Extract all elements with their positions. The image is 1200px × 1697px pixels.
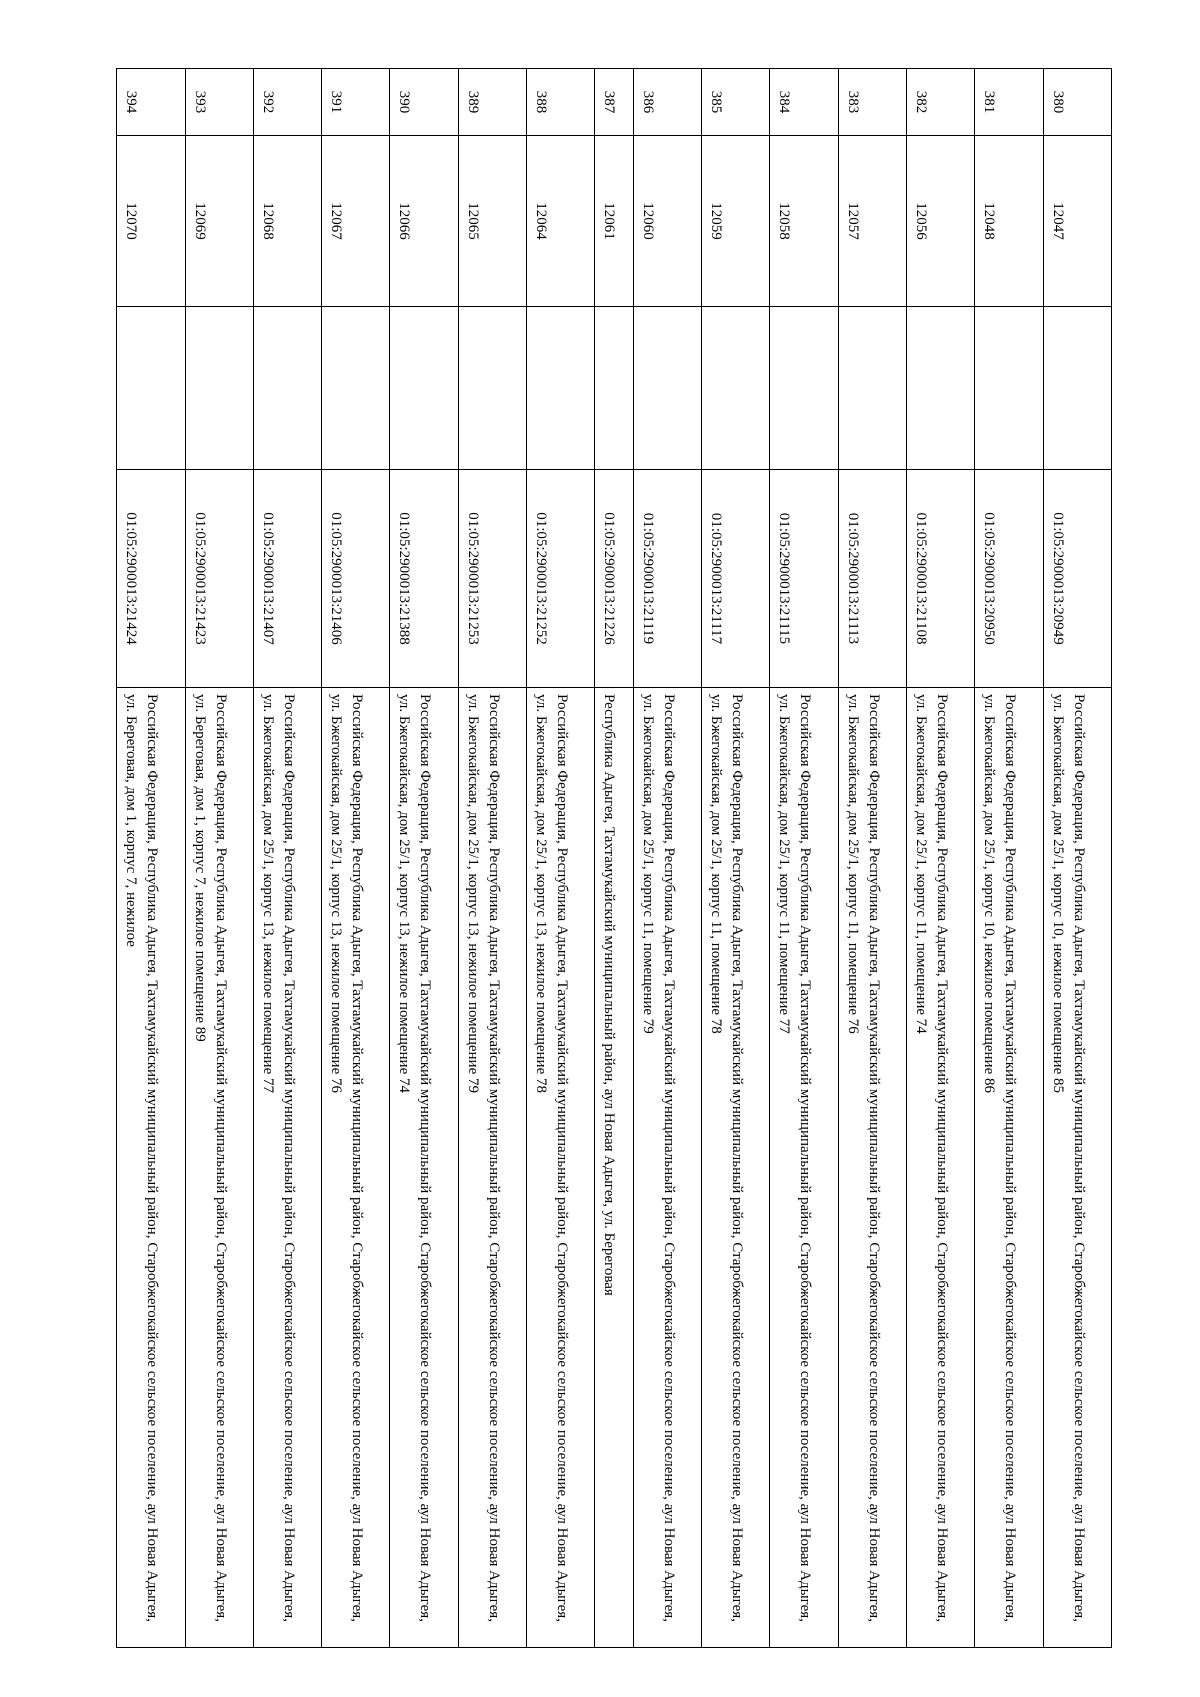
address-cell: Республика Адыгея, Тахтамукайский муниципальный район, аул Новая Адыгея, ул. Береговая bbox=[595, 688, 633, 1648]
cadastral-number-cell: 01:05:2900013:21115 bbox=[770, 470, 838, 688]
row-number-cell: 380 bbox=[1043, 69, 1111, 136]
rotated-table-wrapper bbox=[116, 68, 1112, 1648]
address-cell: Российская Федерация, Республика Адыгея, Тахтамукайский муниципальный район, Старобжегокайское сельское поселение, аул Новая Адыгея, ул. Береговая, дом 1, корпус 7, нежилое bbox=[117, 688, 186, 1648]
object-code-cell: 12058 bbox=[770, 136, 838, 307]
table-row bbox=[322, 69, 390, 1648]
row-number-cell: 386 bbox=[633, 69, 701, 136]
cadastral-number-cell: 01:05:2900013:21108 bbox=[907, 470, 975, 688]
property-table bbox=[116, 68, 1112, 1648]
row-number-cell: 388 bbox=[527, 69, 595, 136]
object-code-cell: 12047 bbox=[1043, 136, 1111, 307]
address-cell: Российская Федерация, Республика Адыгея, Тахтамукайский муниципальный район, Старобжегокайское сельское поселение, аул Новая Адыгея, ул. Бжегокайская, дом 25/1, корпус 11, помещение 74 bbox=[907, 688, 975, 1648]
empty-cell bbox=[975, 307, 1043, 470]
object-code-cell: 12069 bbox=[185, 136, 253, 307]
empty-cell bbox=[117, 307, 186, 470]
object-code-cell: 12064 bbox=[527, 136, 595, 307]
row-number-cell: 390 bbox=[390, 69, 458, 136]
table-row bbox=[253, 69, 321, 1648]
table-row bbox=[702, 69, 770, 1648]
address-cell: Российская Федерация, Республика Адыгея, Тахтамукайский муниципальный район, Старобжегокайское сельское поселение, аул Новая Адыгея, ул. Береговая, дом 1, корпус 7, нежилое помещение 89 bbox=[185, 688, 253, 1648]
address-cell: Российская Федерация, Республика Адыгея, Тахтамукайский муниципальный район, Старобжегокайское сельское поселение, аул Новая Адыгея, ул. Бжегокайская, дом 25/1, корпус 13, нежилое помещение 74 bbox=[390, 688, 458, 1648]
address-cell: Российская Федерация, Республика Адыгея, Тахтамукайский муниципальный район, Старобжегокайское сельское поселение, аул Новая Адыгея, ул. Бжегокайская, дом 25/1, корпус 13, нежилое помещение 78 bbox=[527, 688, 595, 1648]
empty-cell bbox=[1043, 307, 1111, 470]
table-body bbox=[117, 69, 1112, 1648]
object-code-cell: 12066 bbox=[390, 136, 458, 307]
object-code-cell: 12061 bbox=[595, 136, 633, 307]
empty-cell bbox=[322, 307, 390, 470]
table-row bbox=[975, 69, 1043, 1648]
row-number-cell: 392 bbox=[253, 69, 321, 136]
table-row bbox=[458, 69, 526, 1648]
empty-cell bbox=[633, 307, 701, 470]
address-cell: Российская Федерация, Республика Адыгея, Тахтамукайский муниципальный район, Старобжегокайское сельское поселение, аул Новая Адыгея, ул. Бжегокайская, дом 25/1, корпус 11, помещение 76 bbox=[838, 688, 906, 1648]
table-row bbox=[907, 69, 975, 1648]
row-number-cell: 384 bbox=[770, 69, 838, 136]
cadastral-number-cell: 01:05:2900013:21117 bbox=[702, 470, 770, 688]
cadastral-number-cell: 01:05:2900013:21388 bbox=[390, 470, 458, 688]
table-row bbox=[390, 69, 458, 1648]
cadastral-number-cell: 01:05:2900013:21113 bbox=[838, 470, 906, 688]
empty-cell bbox=[838, 307, 906, 470]
empty-cell bbox=[253, 307, 321, 470]
table-row bbox=[770, 69, 838, 1648]
cadastral-number-cell: 01:05:2900013:21423 bbox=[185, 470, 253, 688]
row-number-cell: 382 bbox=[907, 69, 975, 136]
table-row bbox=[633, 69, 701, 1648]
address-cell: Российская Федерация, Республика Адыгея, Тахтамукайский муниципальный район, Старобжегокайское сельское поселение, аул Новая Адыгея, ул. Бжегокайская, дом 25/1, корпус 13, нежилое помещение 77 bbox=[253, 688, 321, 1648]
address-cell: Российская Федерация, Республика Адыгея, Тахтамукайский муниципальный район, Старобжегокайское сельское поселение, аул Новая Адыгея, ул. Бжегокайская, дом 25/1, корпус 10, нежилое помещение 86 bbox=[975, 688, 1043, 1648]
row-number-cell: 387 bbox=[595, 69, 633, 136]
empty-cell bbox=[907, 307, 975, 470]
table-row bbox=[838, 69, 906, 1648]
row-number-cell: 383 bbox=[838, 69, 906, 136]
table-row bbox=[185, 69, 253, 1648]
row-number-cell: 389 bbox=[458, 69, 526, 136]
table-row bbox=[117, 69, 186, 1648]
table-row bbox=[1043, 69, 1111, 1648]
object-code-cell: 12056 bbox=[907, 136, 975, 307]
cadastral-number-cell: 01:05:2900013:21226 bbox=[595, 470, 633, 688]
cadastral-number-cell: 01:05:2900013:21407 bbox=[253, 470, 321, 688]
empty-cell bbox=[390, 307, 458, 470]
row-number-cell: 393 bbox=[185, 69, 253, 136]
object-code-cell: 12059 bbox=[702, 136, 770, 307]
cadastral-number-cell: 01:05:2900013:21253 bbox=[458, 470, 526, 688]
address-cell: Российская Федерация, Республика Адыгея, Тахтамукайский муниципальный район, Старобжегокайское сельское поселение, аул Новая Адыгея, ул. Бжегокайская, дом 25/1, корпус 13, нежилое помещение 76 bbox=[322, 688, 390, 1648]
empty-cell bbox=[595, 307, 633, 470]
address-cell: Российская Федерация, Республика Адыгея, Тахтамукайский муниципальный район, Старобжегокайское сельское поселение, аул Новая Адыгея, ул. Бжегокайская, дом 25/1, корпус 10, нежилое помещение 85 bbox=[1043, 688, 1111, 1648]
object-code-cell: 12057 bbox=[838, 136, 906, 307]
address-cell: Российская Федерация, Республика Адыгея, Тахтамукайский муниципальный район, Старобжегокайское сельское поселение, аул Новая Адыгея, ул. Бжегокайская, дом 25/1, корпус 11, помещение 77 bbox=[770, 688, 838, 1648]
table-row bbox=[527, 69, 595, 1648]
object-code-cell: 12070 bbox=[117, 136, 186, 307]
row-number-cell: 391 bbox=[322, 69, 390, 136]
table-row bbox=[595, 69, 633, 1648]
empty-cell bbox=[770, 307, 838, 470]
row-number-cell: 381 bbox=[975, 69, 1043, 136]
empty-cell bbox=[702, 307, 770, 470]
address-cell: Российская Федерация, Республика Адыгея, Тахтамукайский муниципальный район, Старобжегокайское сельское поселение, аул Новая Адыгея, ул. Бжегокайская, дом 25/1, корпус 13, нежилое помещение 79 bbox=[458, 688, 526, 1648]
cadastral-number-cell: 01:05:2900013:21406 bbox=[322, 470, 390, 688]
cadastral-number-cell: 01:05:2900013:21424 bbox=[117, 470, 186, 688]
empty-cell bbox=[185, 307, 253, 470]
row-number-cell: 394 bbox=[117, 69, 186, 136]
object-code-cell: 12065 bbox=[458, 136, 526, 307]
cadastral-number-cell: 01:05:2900013:21119 bbox=[633, 470, 701, 688]
cadastral-number-cell: 01:05:2900013:21252 bbox=[527, 470, 595, 688]
row-number-cell: 385 bbox=[702, 69, 770, 136]
object-code-cell: 12067 bbox=[322, 136, 390, 307]
empty-cell bbox=[458, 307, 526, 470]
object-code-cell: 12060 bbox=[633, 136, 701, 307]
empty-cell bbox=[527, 307, 595, 470]
address-cell: Российская Федерация, Республика Адыгея, Тахтамукайский муниципальный район, Старобжегокайское сельское поселение, аул Новая Адыгея, ул. Бжегокайская, дом 25/1, корпус 11, помещение 79 bbox=[633, 688, 701, 1648]
object-code-cell: 12068 bbox=[253, 136, 321, 307]
cadastral-number-cell: 01:05:2900013:20950 bbox=[975, 470, 1043, 688]
cadastral-number-cell: 01:05:2900013:20949 bbox=[1043, 470, 1111, 688]
address-cell: Российская Федерация, Республика Адыгея, Тахтамукайский муниципальный район, Старобжегокайское сельское поселение, аул Новая Адыгея, ул. Бжегокайская, дом 25/1, корпус 11, помещение 78 bbox=[702, 688, 770, 1648]
object-code-cell: 12048 bbox=[975, 136, 1043, 307]
